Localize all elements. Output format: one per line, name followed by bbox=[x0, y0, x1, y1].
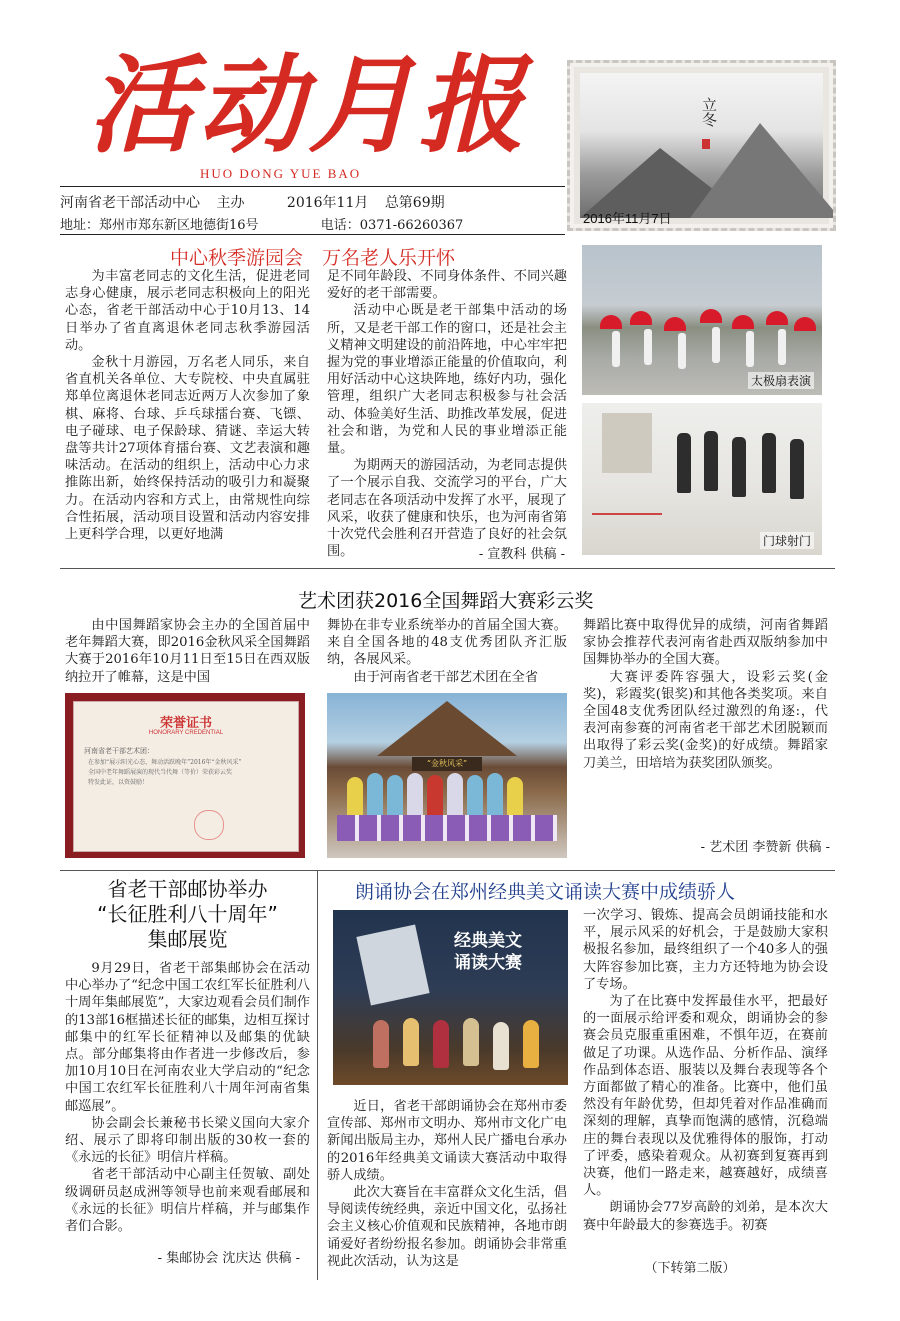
article2-credit: - 艺术团 李赞新 供稿 - bbox=[700, 840, 830, 855]
certificate-line: 特发此证，以资鼓励！ bbox=[88, 779, 149, 786]
section-divider bbox=[60, 870, 835, 871]
paragraph: 协会副会长兼秘书长梁义国向大家介绍、展示了即将印制出版的30枚一套的《永远的长征》明信片样稿。 bbox=[65, 1115, 310, 1166]
masthead-info-line bbox=[60, 192, 445, 212]
dancer bbox=[367, 773, 383, 821]
article3-body bbox=[65, 960, 310, 1235]
headline-line: 集邮展览 bbox=[147, 927, 228, 951]
stage-banner: “金秋风采” bbox=[412, 757, 482, 771]
photo-taiji-fan bbox=[582, 245, 822, 395]
issue-date: 2016年11月 bbox=[286, 195, 369, 211]
column-divider bbox=[317, 870, 318, 1280]
spectator bbox=[790, 439, 804, 499]
photo-dance-troupe bbox=[327, 693, 567, 858]
wall-painting bbox=[602, 413, 652, 473]
dancers-front-row bbox=[337, 815, 557, 841]
paragraph: 为期两天的游园活动，为老同志提供了一个展示自我、交流学习的平台，广大老同志在各项活动中发挥了水平，展现了风采，收获了健康和快乐，也为河南省第十次党代会胜利召开营造了良好的社会氛围。 bbox=[327, 458, 567, 560]
stage-screen-text bbox=[433, 930, 543, 974]
mountain-shape bbox=[690, 123, 836, 218]
certificate-body bbox=[88, 758, 293, 788]
performer bbox=[403, 1018, 419, 1066]
fan-shape bbox=[664, 317, 686, 331]
paragraph: 由于河南省老干部艺术团在全省 bbox=[353, 669, 539, 685]
photo-caption: 太极扇表演 bbox=[748, 372, 814, 389]
masthead-rule-bottom bbox=[60, 234, 565, 235]
fan-shape bbox=[700, 309, 722, 323]
certificate-title: 荣誉证书 bbox=[159, 716, 212, 731]
paragraph: 金秋十月游园，万名老人同乐，来自省直机关各单位、大专院校、中央直属驻郑单位离退休老同志近两万人次参加了象棋、麻将、台球、乒乓球擂台赛、飞镖、电子碰球、电子保龄球、猜谜、幸运大转盘等共计27项体育擂台赛、文艺表演和趣味活动。在活动的组织上，活动中心力求推陈出新，始终保持活动的吸引力和凝聚力。在活动内容和方式上，由常规性向综合性拓展，活动项目设置和活动内容安排上更科学合理，以更好地满 bbox=[65, 355, 310, 543]
masthead-title: 活动月报 bbox=[88, 42, 528, 167]
certificate-line: 在参加“展示阳光心态，舞动活跃晚年”2016年“金秋风采” bbox=[88, 759, 242, 766]
spectator bbox=[732, 437, 746, 497]
paragraph: 舞协在非专业系统举办的首届全国大赛。来自全国各地的48支优秀团队齐汇版纳，各展风采。 bbox=[327, 618, 567, 668]
certificate-subtitle: HONORARY CREDENTIAL bbox=[148, 730, 224, 736]
article1-column-2 bbox=[327, 268, 567, 560]
certificate-paper bbox=[73, 701, 299, 852]
stage-text-line: 诵读大赛 bbox=[454, 953, 522, 973]
photo-certificate bbox=[65, 693, 305, 858]
masthead-pinyin: HUO DONG YUE BAO bbox=[200, 166, 362, 181]
stamp-title: 立冬 bbox=[700, 97, 718, 127]
paragraph: 足不同年龄段、不同身体条件、不同兴趣爱好的老干部需要。 bbox=[327, 269, 567, 302]
paragraph: 省老干部活动中心副主任贺敏、副处级调研员赵成洲等领导也前来观看邮展和《永远的长征》明信片样稿，并与邮集作者们合影。 bbox=[65, 1167, 310, 1235]
performer bbox=[712, 327, 720, 363]
fan-shape bbox=[630, 311, 652, 325]
photo-recitation-stage bbox=[333, 910, 568, 1085]
stamp-date: 2016年11月7日 bbox=[583, 211, 672, 226]
paragraph: 一次学习、锻炼、提高会员朗诵技能和水平，展示风采的好机会，于是鼓励大家积极报名参加，最终组织了一个40多人的强大阵容参加比赛，主力方还特地为协会设了专场。 bbox=[583, 908, 828, 992]
performer bbox=[493, 1022, 509, 1070]
certificate-recipient: 河南省老干部艺术团： bbox=[84, 747, 154, 755]
performer bbox=[644, 329, 652, 365]
dancer bbox=[407, 773, 423, 821]
article1-column-1 bbox=[65, 268, 310, 543]
paragraph: 大赛评委阵容强大，设彩云奖(金奖)，彩霞奖(银奖)和其他各类奖项。来自全国48支优秀团队经过激烈的角逐:，代表河南参赛的河南省老干部艺术团脱颖而出取得了彩云奖(金奖)的好成绩。舞蹈家刀美兰，田培培为获奖团队颁奖。 bbox=[583, 669, 828, 771]
section-divider bbox=[60, 568, 835, 569]
solar-term-stamp bbox=[567, 60, 836, 231]
phone: 电话：0371-66260367 bbox=[320, 218, 464, 233]
article2-column-2 bbox=[327, 617, 567, 686]
fan-shape bbox=[766, 311, 788, 325]
performer bbox=[746, 331, 754, 367]
article4-column-1 bbox=[327, 1098, 567, 1270]
headline-line: 省老干部邮协举办 bbox=[107, 877, 268, 901]
fan-shape bbox=[600, 315, 622, 329]
book-graphic bbox=[356, 925, 429, 1006]
performer bbox=[778, 329, 786, 365]
spectator bbox=[762, 433, 776, 493]
certificate-line: 全国中老年舞蹈展演的现代当代舞（等价）荣获彩云奖 bbox=[88, 769, 233, 776]
article2-column-1 bbox=[65, 617, 310, 686]
photo-gateball bbox=[582, 403, 822, 555]
address: 地址：郑州市郑东新区地德街16号 bbox=[60, 218, 259, 233]
pavilion-roof bbox=[377, 701, 517, 756]
performer bbox=[373, 1020, 389, 1068]
stage-text-line: 经典美文 bbox=[454, 931, 522, 951]
continued-notice: （下转第二版） bbox=[644, 1261, 736, 1276]
paragraph: 由中国舞蹈家协会主办的全国首届中老年舞蹈大赛，即2016金秋风采全国舞蹈大赛于2016年10月11日至15日在西双版纳拉开了帷幕，这是中国 bbox=[65, 618, 310, 685]
dancer bbox=[487, 773, 503, 821]
paragraph: 舞蹈比赛中取得优异的成绩，河南省舞蹈家协会推荐代表河南省赴西双版纳参加中国舞协举办的全国大赛。 bbox=[583, 618, 828, 668]
article3-headline bbox=[65, 877, 310, 952]
paragraph: 为丰富老同志的文化生活，促进老同志身心健康，展示老同志积极向上的阳光心态，省老干部活动中心于10月13、14日举办了省直离退休老同志秋季游园活动。 bbox=[65, 269, 310, 353]
paragraph: 活动中心既是老干部集中活动的场所，又是老干部工作的窗口，还是社会主义精神文明建设的前沿阵地，中心牢牢把握为党的事业增添正能量的价值取向，利用好活动中心这块阵地，练好内功，强化管理，组织广大老同志积极参与社会活动、体验美好生活、助推改革发展，促进社会和谐，为党和人民的事业增添正能量。 bbox=[327, 303, 567, 457]
masthead-rule-top bbox=[60, 186, 565, 187]
organizer: 河南省老干部活动中心 bbox=[60, 195, 200, 211]
fan-shape bbox=[732, 315, 754, 329]
headline-line: “长征胜利八十周年” bbox=[97, 902, 278, 926]
paragraph: 9月29日，省老干部集邮协会在活动中心举办了“纪念中国工农红军长征胜利八十周年集邮展览”，大家边观看会员们制作的13部16框描述长征的邮集，边相互探讨邮集中的红军长征精神以及邮集的优缺点。部分邮集将由作者进一步修改后，参加10月10日在河南农业大学启动的“纪念中国工农红军长征胜利八十周年河南省集邮巡展”。 bbox=[65, 961, 310, 1114]
paragraph: 朗诵协会77岁高龄的刘弟，是本次大赛中年龄最大的参赛选手。初赛 bbox=[583, 1200, 828, 1233]
article2-headline: 艺术团获2016全国舞蹈大赛彩云奖 bbox=[298, 590, 594, 612]
performer bbox=[523, 1020, 539, 1068]
spectator bbox=[677, 433, 691, 493]
performer bbox=[463, 1018, 479, 1066]
article1-credit: - 宣教科 供稿 - bbox=[478, 547, 565, 562]
performer bbox=[433, 1020, 449, 1068]
article4-column-2 bbox=[583, 907, 828, 1234]
masthead-contact-line bbox=[60, 214, 463, 233]
dancer bbox=[447, 773, 463, 821]
certificate-seal-icon bbox=[194, 810, 224, 840]
article4-headline: 朗诵协会在郑州经典美文诵读大赛中成绩骄人 bbox=[355, 881, 736, 903]
paragraph: 此次大赛旨在丰富群众文化生活，倡导阅读传统经典，亲近中国文化，弘扬社会主义核心价值观和民族精神，各地市朗诵爱好者纷纷报名参加。朗诵协会非常重视此次活动，认为这是 bbox=[327, 1185, 567, 1269]
spectator bbox=[704, 431, 718, 491]
fan-shape bbox=[794, 317, 816, 331]
article2-column-3 bbox=[583, 617, 828, 772]
stamp-seal-icon bbox=[702, 139, 710, 149]
performer bbox=[678, 333, 686, 369]
organizer-role: 主办 bbox=[216, 195, 245, 211]
issue-number: 总第69期 bbox=[384, 195, 445, 211]
court-line bbox=[592, 513, 662, 515]
paragraph: 为了在比赛中发挥最佳水平，把最好的一面展示给评委和观众，朗诵协会的参赛会员克服重重困难，不惧年迈，在赛前做足了功课。从选作品、分析作品、演绎作品到体态语、服装以及舞台表现等各个方面都做了精心的准备。比赛中，他们虽然没有年龄优势，但却凭着对作品准确而深刻的理解，真挚而饱满的感情，沉稳端庄的舞台表现以及优雅得体的服饰，打动了评委，感染着观众。从初赛到复赛再到决赛，他们一路走来，越赛越好，成绩喜人。 bbox=[583, 994, 828, 1199]
paragraph: 近日，省老干部朗诵协会在郑州市委宣传部、郑州市文明办、郑州市文化广电新闻出版局主办，郑州人民广播电台承办的2016年经典美文诵读大赛活动中取得骄人成绩。 bbox=[327, 1099, 567, 1183]
article3-credit: - 集邮协会 沈庆达 供稿 - bbox=[157, 1251, 300, 1266]
photo-caption: 门球射门 bbox=[760, 532, 814, 549]
performer bbox=[612, 331, 620, 367]
article1-headline: 中心秋季游园会 万名老人乐开怀 bbox=[170, 247, 456, 269]
stamp-mountain-image bbox=[580, 73, 823, 218]
